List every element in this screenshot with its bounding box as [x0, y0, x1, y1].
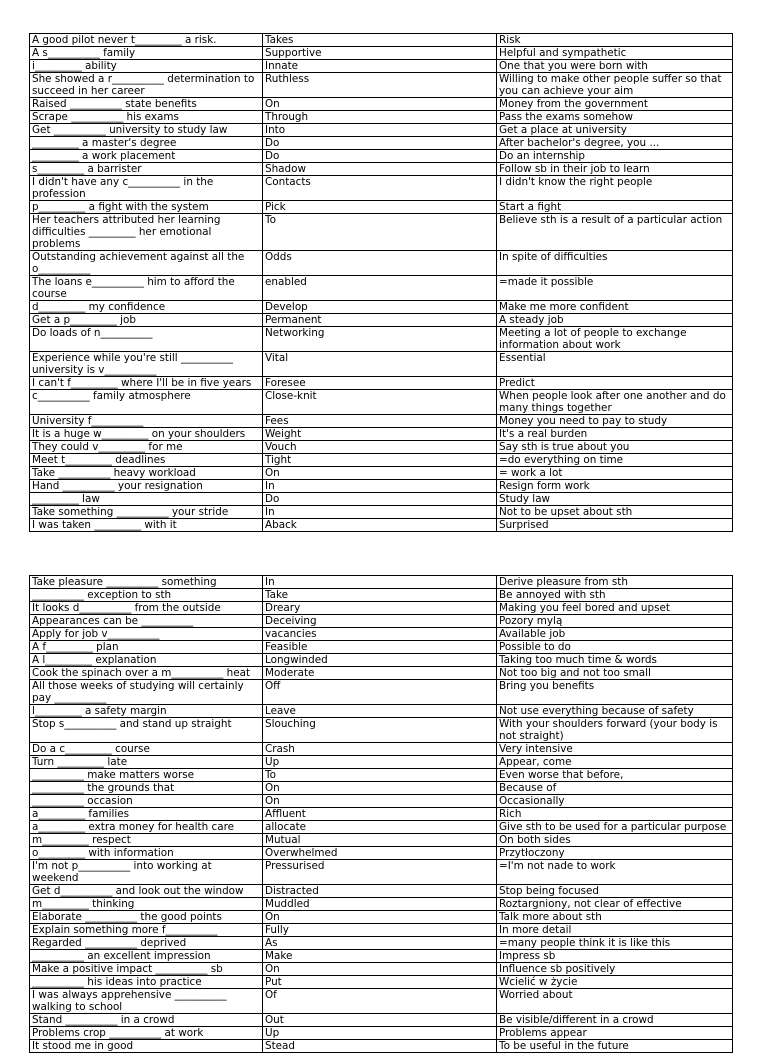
table-row [30, 415, 733, 428]
answer-cell: Pick [263, 201, 497, 214]
answer-cell: Weight [263, 428, 497, 441]
definition-cell: Very intensive [497, 743, 733, 756]
phrase-cell: Regarded __________ deprived [30, 937, 263, 950]
table-row [30, 743, 733, 756]
answer-cell: Crash [263, 743, 497, 756]
definition-cell: Not to be upset about sth [497, 506, 733, 519]
table-row [30, 989, 733, 1014]
phrase-cell: i_________ ability [30, 60, 263, 73]
table-row [30, 34, 733, 47]
definition-cell: Study law [497, 493, 733, 506]
answer-cell: Longwinded [263, 654, 497, 667]
table-row [30, 576, 733, 589]
table-row [30, 976, 733, 989]
table-row [30, 480, 733, 493]
answer-cell: Through [263, 111, 497, 124]
table-row [30, 251, 733, 276]
table-row [30, 628, 733, 641]
answer-cell: Distracted [263, 885, 497, 898]
phrase-cell: l_________ a safety margin [30, 705, 263, 718]
phrase-cell: Elaborate __________ the good points [30, 911, 263, 924]
answer-cell: Stead [263, 1040, 497, 1053]
definition-cell: Rich [497, 808, 733, 821]
table-row [30, 680, 733, 705]
answer-cell: Deceiving [263, 615, 497, 628]
definition-cell: In more detail [497, 924, 733, 937]
table-row [30, 1014, 733, 1027]
definition-cell: Possible to do [497, 641, 733, 654]
phrase-cell: Hand __________ your resignation [30, 480, 263, 493]
phrase-cell: Apply for job v__________ [30, 628, 263, 641]
answer-cell: Put [263, 976, 497, 989]
table-row [30, 352, 733, 377]
table-row [30, 847, 733, 860]
phrase-cell: a_________ families [30, 808, 263, 821]
phrase-cell: m_________ respect [30, 834, 263, 847]
phrase-cell: She showed a r__________ determination to succeed in her career [30, 73, 263, 98]
definition-cell: Making you feel bored and upset [497, 602, 733, 615]
phrase-cell: a_________ extra money for health care [30, 821, 263, 834]
phrase-cell: o_________ with information [30, 847, 263, 860]
answer-cell: Off [263, 680, 497, 705]
phrase-cell: They could v_________ for me [30, 441, 263, 454]
answer-cell: On [263, 963, 497, 976]
answer-cell: Fully [263, 924, 497, 937]
table-row [30, 834, 733, 847]
definition-cell: After bachelor's degree, you ... [497, 137, 733, 150]
table-row [30, 602, 733, 615]
answer-cell: Make [263, 950, 497, 963]
phrase-cell: __________ occasion [30, 795, 263, 808]
table-row [30, 314, 733, 327]
phrase-cell: Do a c_________ course [30, 743, 263, 756]
table-row [30, 885, 733, 898]
phrase-cell: University f__________ [30, 415, 263, 428]
table-row [30, 1027, 733, 1040]
table-row [30, 718, 733, 743]
answer-cell: Do [263, 493, 497, 506]
table-row [30, 589, 733, 602]
definition-cell: When people look after one another and do many things together [497, 390, 733, 415]
definition-cell: Taking too much time & words [497, 654, 733, 667]
definition-cell: To be useful in the future [497, 1040, 733, 1053]
answer-cell: Overwhelmed [263, 847, 497, 860]
definition-cell: Roztargniony, not clear of effective [497, 898, 733, 911]
table-row [30, 47, 733, 60]
definition-cell: Pozory mylą [497, 615, 733, 628]
table-row [30, 111, 733, 124]
phrase-cell: p_________ a fight with the system [30, 201, 263, 214]
definition-cell: Appear, come [497, 756, 733, 769]
answer-cell: Shadow [263, 163, 497, 176]
phrase-cell: The loans e__________ him to afford the course [30, 276, 263, 301]
phrase-cell: Stop s__________ and stand up straight [30, 718, 263, 743]
answer-cell: Fees [263, 415, 497, 428]
answer-cell: Ruthless [263, 73, 497, 98]
answer-cell: On [263, 911, 497, 924]
table-row [30, 60, 733, 73]
table-row [30, 493, 733, 506]
answer-cell: Innate [263, 60, 497, 73]
answer-cell: Permanent [263, 314, 497, 327]
table-row [30, 641, 733, 654]
definition-cell: Believe sth is a result of a particular action [497, 214, 733, 251]
definition-cell: Give sth to be used for a particular purpose [497, 821, 733, 834]
phrase-cell: d_________ my confidence [30, 301, 263, 314]
definition-cell: On both sides [497, 834, 733, 847]
phrase-cell: Do loads of n__________ [30, 327, 263, 352]
definition-cell: Predict [497, 377, 733, 390]
phrase-cell: __________ an excellent impression [30, 950, 263, 963]
table-row [30, 898, 733, 911]
table-row [30, 441, 733, 454]
table-row [30, 769, 733, 782]
phrase-cell: Appearances can be __________ [30, 615, 263, 628]
table-row [30, 176, 733, 201]
phrase-cell: _________ a work placement [30, 150, 263, 163]
answer-cell: In [263, 480, 497, 493]
answer-cell: On [263, 98, 497, 111]
table-row [30, 615, 733, 628]
phrase-cell: Stand __________ in a crowd [30, 1014, 263, 1027]
phrase-cell: Her teachers attributed her learning difficulties _________ her emotional problems [30, 214, 263, 251]
definition-cell: =I'm not nade to work [497, 860, 733, 885]
definition-cell: Available job [497, 628, 733, 641]
definition-cell: =made it possible [497, 276, 733, 301]
definition-cell: Money you need to pay to study [497, 415, 733, 428]
answer-cell: Takes [263, 34, 497, 47]
answer-cell: Do [263, 150, 497, 163]
table-row [30, 390, 733, 415]
answer-cell: Supportive [263, 47, 497, 60]
answer-cell: Close-knit [263, 390, 497, 415]
phrase-cell: Get a p_________ job [30, 314, 263, 327]
answer-cell: In [263, 576, 497, 589]
answer-cell: Foresee [263, 377, 497, 390]
phrase-cell: _________ law [30, 493, 263, 506]
table-row [30, 301, 733, 314]
phrase-cell: I'm not p__________ into working at weekend [30, 860, 263, 885]
answer-cell: To [263, 214, 497, 251]
definition-cell: Not too big and not too small [497, 667, 733, 680]
table-row [30, 73, 733, 98]
definition-cell: Problems appear [497, 1027, 733, 1040]
table-row [30, 150, 733, 163]
answer-cell: allocate [263, 821, 497, 834]
answer-cell: Dreary [263, 602, 497, 615]
phrase-cell: A good pilot never t_________ a risk. [30, 34, 263, 47]
answer-cell: Mutual [263, 834, 497, 847]
definition-cell: Stop being focused [497, 885, 733, 898]
answer-cell: Take [263, 589, 497, 602]
table-row [30, 467, 733, 480]
definition-cell: Money from the government [497, 98, 733, 111]
definition-cell: Helpful and sympathetic [497, 47, 733, 60]
phrase-cell: Take __________ heavy workload [30, 467, 263, 480]
definition-cell: =many people think it is like this [497, 937, 733, 950]
phrase-cell: Cook the spinach over a m__________ heat [30, 667, 263, 680]
answer-cell: Into [263, 124, 497, 137]
answer-cell: Pressurised [263, 860, 497, 885]
definition-cell: Pass the exams somehow [497, 111, 733, 124]
phrase-cell: c__________ family atmosphere [30, 390, 263, 415]
table-row [30, 911, 733, 924]
table-row [30, 667, 733, 680]
definition-cell: = work a lot [497, 467, 733, 480]
answer-cell: Out [263, 1014, 497, 1027]
answer-cell: On [263, 782, 497, 795]
phrase-cell: Scrape __________ his exams [30, 111, 263, 124]
definition-cell: Do an internship [497, 150, 733, 163]
phrase-cell: Take something __________ your stride [30, 506, 263, 519]
phrase-cell: Get __________ university to study law [30, 124, 263, 137]
table-row [30, 654, 733, 667]
phrase-cell: __________ exception to sth [30, 589, 263, 602]
definition-cell: Risk [497, 34, 733, 47]
answer-cell: Muddled [263, 898, 497, 911]
definition-cell: With your shoulders forward (your body is not straight) [497, 718, 733, 743]
phrase-cell: Meet t_________ deadlines [30, 454, 263, 467]
table-row [30, 137, 733, 150]
table-row [30, 705, 733, 718]
table-row [30, 950, 733, 963]
table-row [30, 327, 733, 352]
phrase-cell: Explain something more f__________ [30, 924, 263, 937]
answer-cell: On [263, 467, 497, 480]
definition-cell: Przytłoczony [497, 847, 733, 860]
definition-cell: Bring you benefits [497, 680, 733, 705]
definition-cell: Resign form work [497, 480, 733, 493]
answer-cell: On [263, 795, 497, 808]
phrase-cell: __________ the grounds that [30, 782, 263, 795]
answer-cell: Contacts [263, 176, 497, 201]
phrase-cell: Take pleasure __________ something [30, 576, 263, 589]
answer-cell: Up [263, 1027, 497, 1040]
answer-cell: Feasible [263, 641, 497, 654]
answer-cell: Moderate [263, 667, 497, 680]
answer-cell: Tight [263, 454, 497, 467]
definition-cell: Get a place at university [497, 124, 733, 137]
definition-cell: Willing to make other people suffer so that you can achieve your aim [497, 73, 733, 98]
definition-cell: In spite of difficulties [497, 251, 733, 276]
table-row [30, 454, 733, 467]
phrase-cell: I was taken _________ with it [30, 519, 263, 532]
answer-cell: To [263, 769, 497, 782]
phrase-cell: Make a positive impact __________ sb [30, 963, 263, 976]
phrase-cell: __________ his ideas into practice [30, 976, 263, 989]
table-row [30, 124, 733, 137]
phrase-cell: A f_________ plan [30, 641, 263, 654]
phrase-cell: s_________ a barrister [30, 163, 263, 176]
phrase-cell: Get d__________ and look out the window [30, 885, 263, 898]
table-row [30, 163, 733, 176]
table-row [30, 937, 733, 950]
phrase-cell: I can't f_________ where I'll be in five years [30, 377, 263, 390]
table-row [30, 519, 733, 532]
answer-cell: Up [263, 756, 497, 769]
answer-cell: As [263, 937, 497, 950]
table-row [30, 795, 733, 808]
definition-cell: Say sth is true about you [497, 441, 733, 454]
answer-cell: Affluent [263, 808, 497, 821]
phrase-cell: __________ make matters worse [30, 769, 263, 782]
answer-cell: Odds [263, 251, 497, 276]
phrase-cell: It looks d__________ from the outside [30, 602, 263, 615]
table-row [30, 276, 733, 301]
phrase-cell: I was always apprehensive __________ walking to school [30, 989, 263, 1014]
table-row [30, 428, 733, 441]
table-row [30, 963, 733, 976]
definition-cell: Influence sb positively [497, 963, 733, 976]
phrase-cell: It stood me in good [30, 1040, 263, 1053]
phrase-cell: Outstanding achievement against all the o__________ [30, 251, 263, 276]
phrase-cell: I didn't have any c__________ in the profession [30, 176, 263, 201]
answer-cell: Vital [263, 352, 497, 377]
table-row [30, 821, 733, 834]
table-row [30, 98, 733, 111]
phrase-cell: All those weeks of studying will certainly pay __________ [30, 680, 263, 705]
answer-cell: enabled [263, 276, 497, 301]
table-row [30, 377, 733, 390]
definition-cell: Essential [497, 352, 733, 377]
table-row [30, 201, 733, 214]
table-row [30, 506, 733, 519]
definition-cell: I didn't know the right people [497, 176, 733, 201]
phrase-cell: Turn _________ late [30, 756, 263, 769]
table-row [30, 860, 733, 885]
answer-cell: Slouching [263, 718, 497, 743]
definition-cell: Derive pleasure from sth [497, 576, 733, 589]
phrase-cell: Experience while you're still __________ university is v__________ [30, 352, 263, 377]
table-row [30, 808, 733, 821]
answer-cell: Leave [263, 705, 497, 718]
phrase-cell: It is a huge w_________ on your shoulders [30, 428, 263, 441]
definition-cell: Worried about [497, 989, 733, 1014]
definition-cell: Be annoyed with sth [497, 589, 733, 602]
answer-cell: vacancies [263, 628, 497, 641]
answer-cell: Of [263, 989, 497, 1014]
definition-cell: Impress sb [497, 950, 733, 963]
definition-cell: It's a real burden [497, 428, 733, 441]
table-row [30, 214, 733, 251]
definition-cell: Follow sb in their job to learn [497, 163, 733, 176]
definition-cell: Surprised [497, 519, 733, 532]
answer-cell: Networking [263, 327, 497, 352]
table-row [30, 1040, 733, 1053]
definition-cell: Even worse that before, [497, 769, 733, 782]
answer-cell: Aback [263, 519, 497, 532]
definition-cell: Meeting a lot of people to exchange information about work [497, 327, 733, 352]
table-row [30, 782, 733, 795]
definition-cell: Make me more confident [497, 301, 733, 314]
vocabulary-table-2 [29, 575, 733, 1053]
definition-cell: Because of [497, 782, 733, 795]
answer-cell: Vouch [263, 441, 497, 454]
answer-cell: Develop [263, 301, 497, 314]
definition-cell: One that you were born with [497, 60, 733, 73]
definition-cell: Wcielić w życie [497, 976, 733, 989]
phrase-cell: Raised __________ state benefits [30, 98, 263, 111]
definition-cell: Be visible/different in a crowd [497, 1014, 733, 1027]
definition-cell: Start a fight [497, 201, 733, 214]
definition-cell: =do everything on time [497, 454, 733, 467]
answer-cell: Do [263, 137, 497, 150]
definition-cell: Not use everything because of safety [497, 705, 733, 718]
table-row [30, 924, 733, 937]
answer-cell: In [263, 506, 497, 519]
table-row [30, 756, 733, 769]
phrase-cell: A s__________ family [30, 47, 263, 60]
phrase-cell: _________ a master's degree [30, 137, 263, 150]
vocabulary-table-1 [29, 33, 733, 532]
definition-cell: Talk more about sth [497, 911, 733, 924]
phrase-cell: m_________ thinking [30, 898, 263, 911]
phrase-cell: A l_________ explanation [30, 654, 263, 667]
definition-cell: A steady job [497, 314, 733, 327]
definition-cell: Occasionally [497, 795, 733, 808]
phrase-cell: Problems crop __________ at work [30, 1027, 263, 1040]
